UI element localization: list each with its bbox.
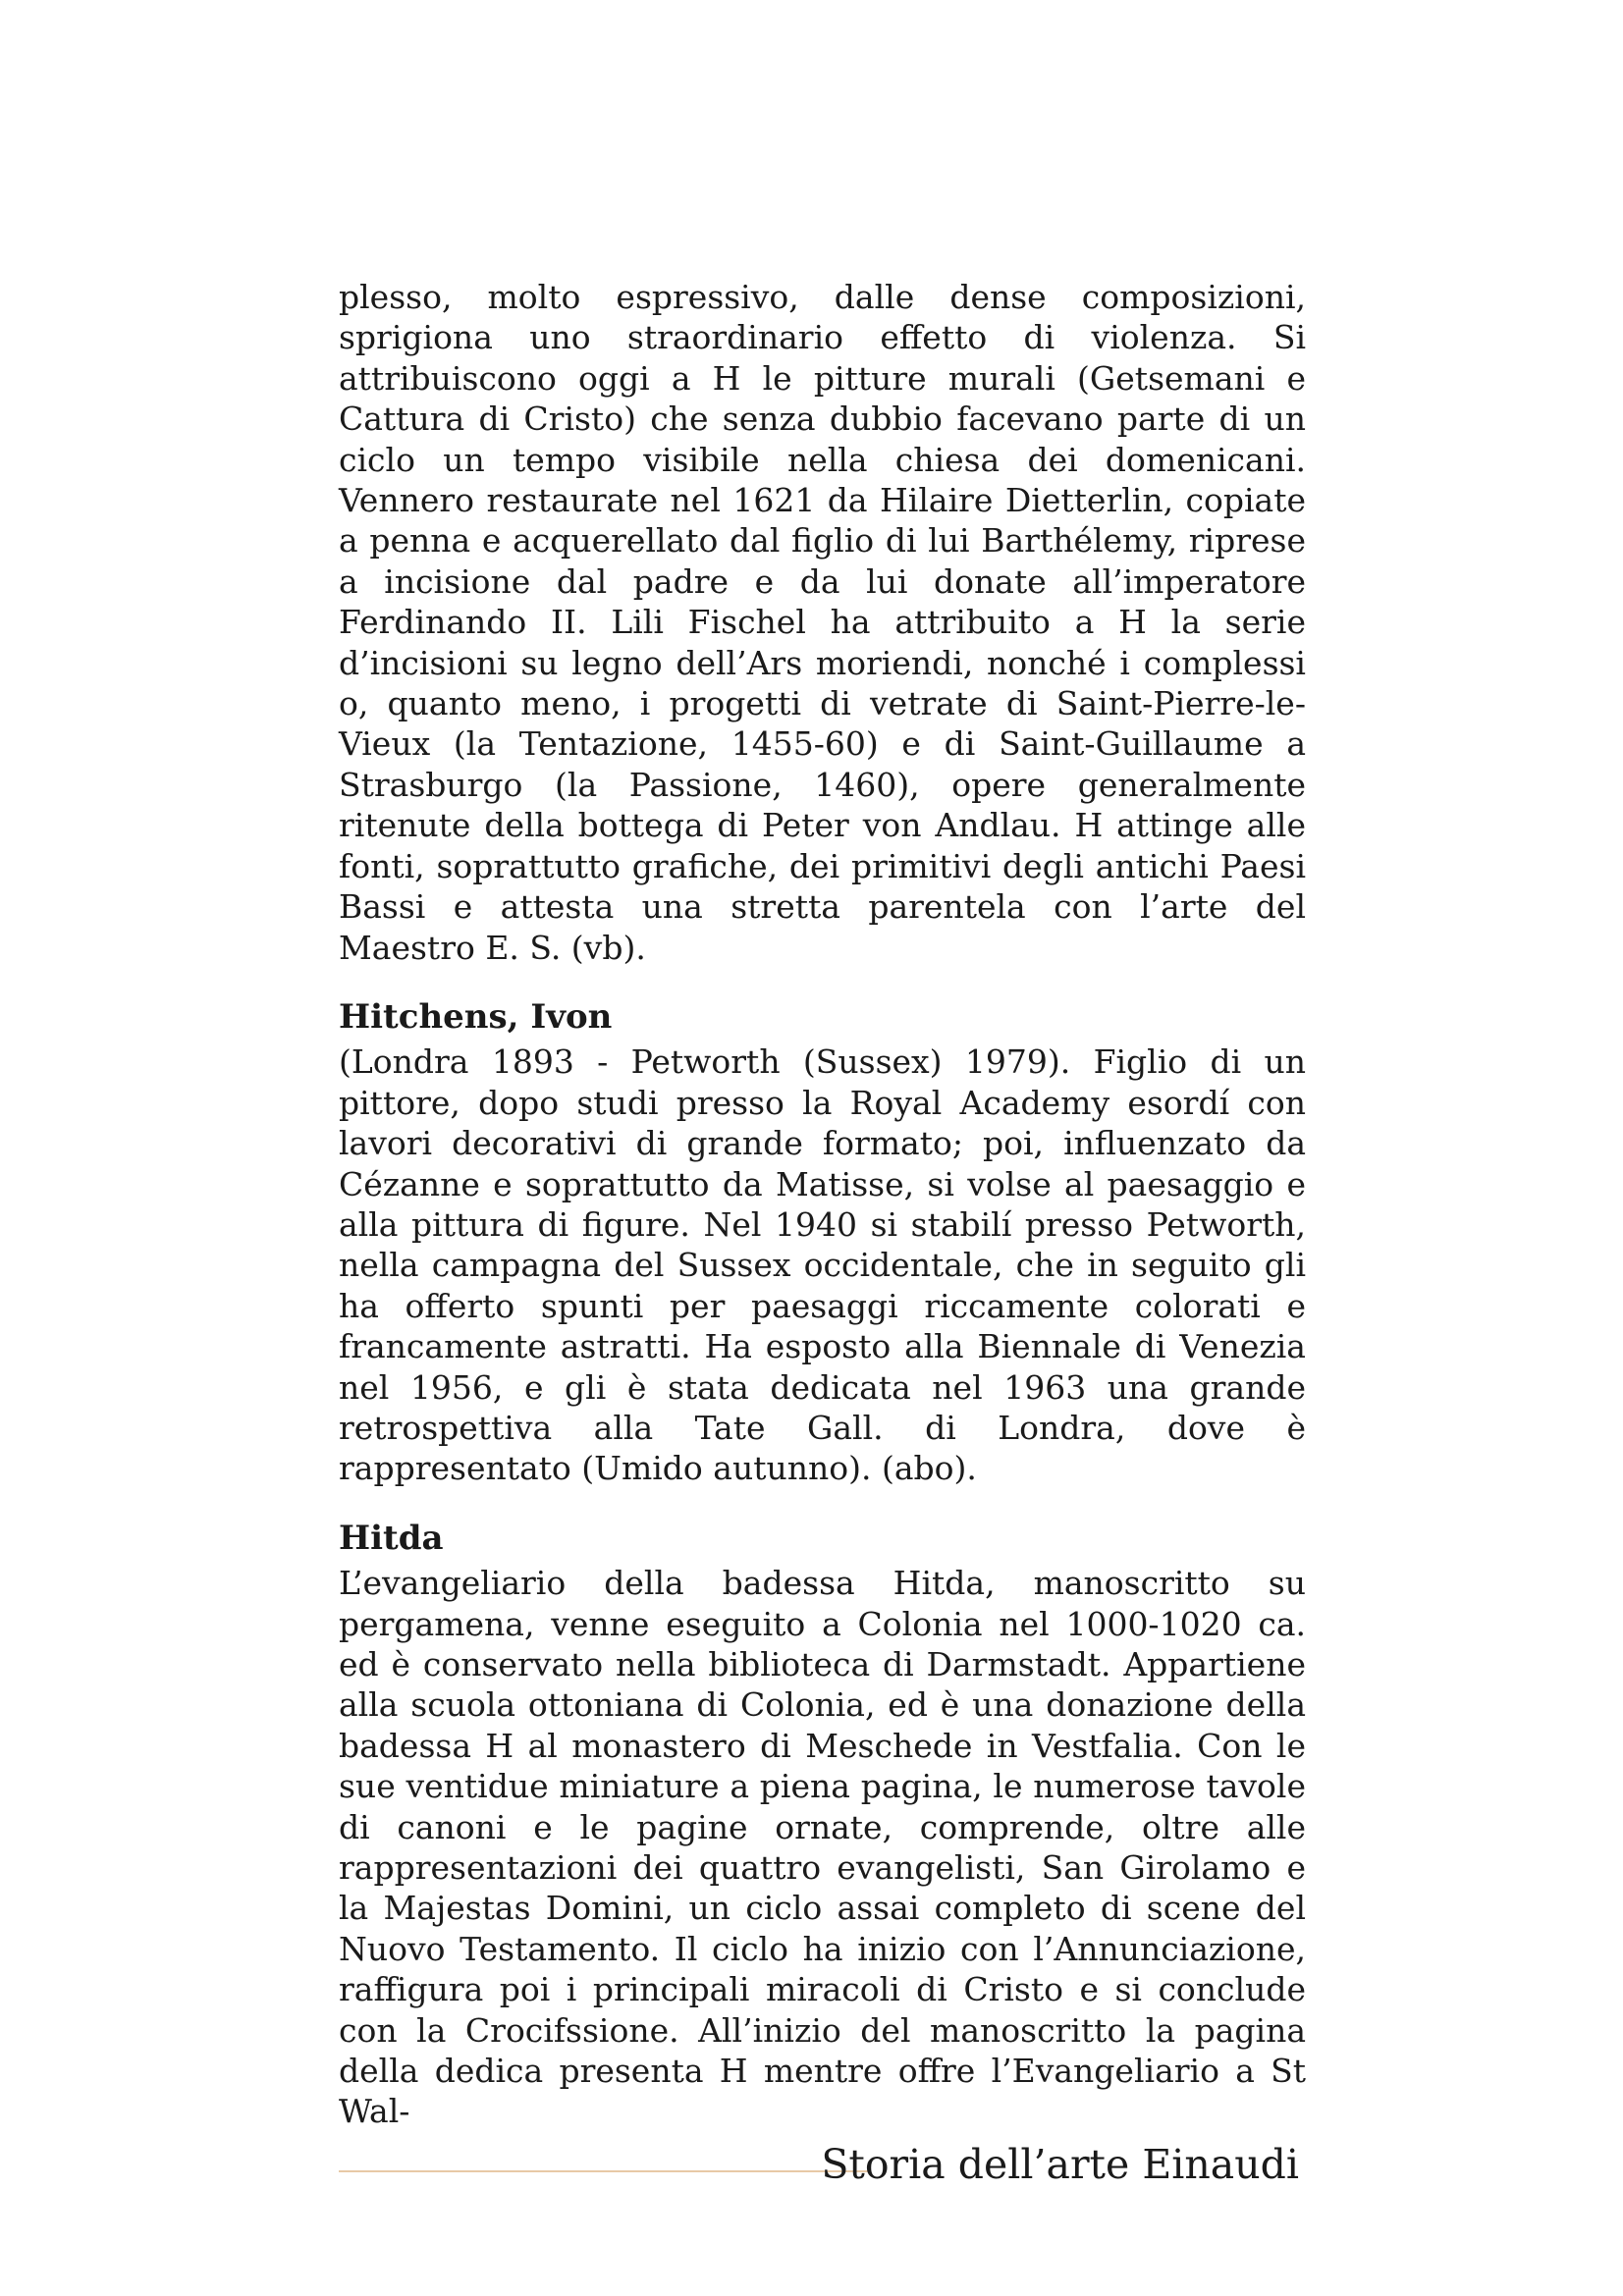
footer-rule <box>339 2170 869 2172</box>
text-column <box>339 277 1306 2132</box>
footer-publisher-label: Storia dell’arte Einaudi <box>821 2141 1299 2188</box>
entry-continuation-body: plesso, molto espressivo, dalle dense composizioni, sprigiona uno straordinario effetto di violenza. Si attribuiscono oggi a H le pitture murali (Getsemani e Cattura di Cristo) che senza dubbio facevano parte di un ciclo un tempo visibile nella chiesa dei domenicani. Vennero restaurate nel 1621 da Hilaire Dietterlin, copiate a penna e acquerellato dal figlio di lui Barthélemy, riprese a incisione dal padre e da lui donate all’imperatore Ferdinando II. Lili Fischel ha attribuito a H la serie d’incisioni su legno dell’Ars moriendi, nonché i complessi o, quanto meno, i progetti di vetrate di Saint-Pierre-le-Vieux (la Tentazione, 1455-60) e di Saint-Guillaume a Strasburgo (la Passione, 1460), opere generalmente ritenute della bottega di Peter von Andlau. H attinge alle fonti, soprattutto grafiche, dei primitivi degli antichi Paesi Bassi e attesta una stretta parentela con l’arte del Maestro E. S. (vb). <box>339 278 1306 967</box>
entry-title-hitchens: Hitchens, Ivon <box>339 996 613 1037</box>
entry-title-hitda: Hitda <box>339 1518 444 1558</box>
entry-body-hitda: L’evangeliario della badessa Hitda, manoscritto su pergamena, venne eseguito a Colonia nel 1000-1020 ca. ed è conservato nella biblioteca di Darmstadt. Appartiene alla scuola ottoniana di Colonia, ed è una donazione della badessa H al monastero di Meschede in Vestfalia. Con le sue ventidue miniature a piena pagina, le numerose tavole di canoni e le pagine ornate, comprende, oltre alle rappresentazioni dei quattro evangelisti, San Girolamo e la Majestas Domini, un ciclo assai completo di scene del Nuovo Testamento. Il ciclo ha inizio con l’Annunciazione, raffigura poi i principali miracoli di Cristo e si conclude con la Crocifssione. All’inizio del manoscritto la pagina della dedica presenta H mentre offre l’Evangeliario a St Wal- <box>339 1564 1306 2131</box>
entry-body-hitchens: (Londra 1893 - Petworth (Sussex) 1979). Figlio di un pittore, dopo studi presso la Royal Academy esordí con lavori decorativi di grande formato; poi, influenzato da Cézanne e soprattutto da Matisse, si volse al paesaggio e alla pittura di figure. Nel 1940 si stabilí presso Petworth, nella campagna del Sussex occidentale, che in seguito gli ha offerto spunti per paesaggi riccamente colorati e francamente astratti. Ha esposto alla Biennale di Venezia nel 1956, e gli è stata dedicata nel 1963 una grande retrospettiva alla Tate Gall. di Londra, dove è rappresentato (Umido autunno). (abo). <box>339 1042 1306 1488</box>
